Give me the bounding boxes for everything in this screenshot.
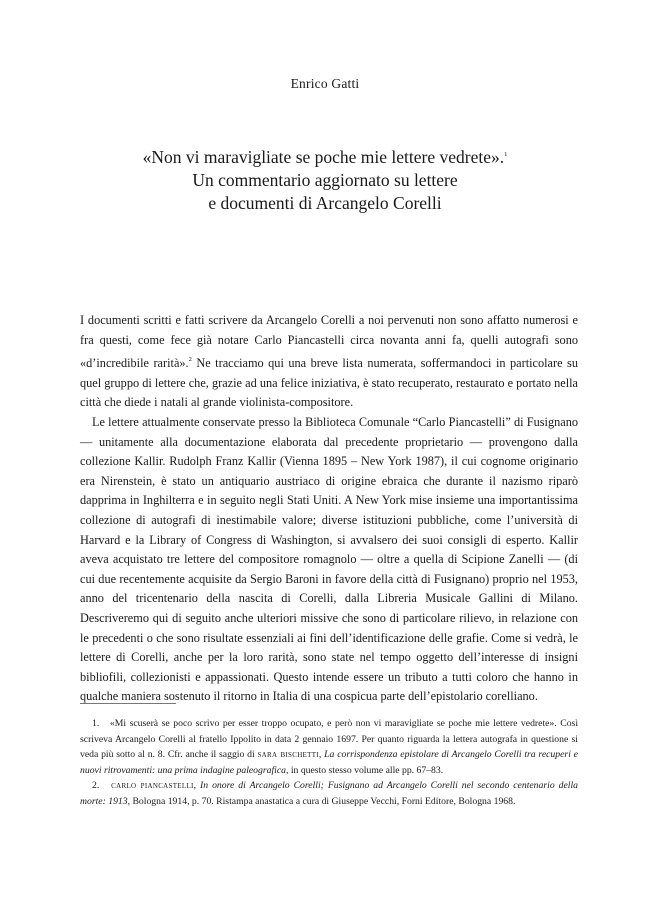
article-title [70, 143, 580, 215]
footnote-1 [80, 716, 578, 778]
paragraph-2: Le lettere attualmente conservate presso la Biblioteca Comunale “Carlo Piancastelli” di Fusignano — unitamente alla documentazione elaborata dal precedente proprietario — provengono dalla collezione Kallir. Rudolph Franz Kallir (Vienna 1895 – New York 1987), il cui cognome originario era Nirenstein, è stato un antiquario austriaco di origine ebraica che durante il nazismo riparò dapprima in Inghilterra e in seguito negli Stati Uniti. A New York mise insieme una importantissima collezione di autografi di inestimabile valore; diverse istituzioni pubbliche, come l’università di Harvard e la Library of Congress di Washington, si avvalsero dei suoi consigli di esperto. Kallir aveva acquistato tre lettere del compositore romagnolo — oltre a quella di Scipione Zanelli — (di cui due recentemente acquisite da Sergio Baroni in favore della città di Fusignano) proprio nel 1953, anno del tricentenario della nascita di Corelli, dalla Libreria Musicale Gallini di Milano. Descriveremo qui di seguito anche ulteriori missive che sono di particolare rilievo, in relazione con le precedenti o che sono risultate essenziali ai fini dell’identificazione delle grafie. Come si vedrà, le lettere di Corelli, anche per la loro rarità, sono state nel tempo oggetto dell’interesse di insigni bibliofili, collezionisti e appassionati. Questo intende essere un tributo a tutti coloro che hanno in qualche maniera sostenuto il ritorno in Italia di una cospicua parte dell’epistolario corelliano. [80, 414, 578, 704]
paragraph-1-text-a: I documenti scritti e fatti scrivere da Arcangelo Corelli a noi pervenuti non sono affatto numerosi e fra questi, come fece già notare Carlo Piancastelli circa novanta anni fa, quelli autografi sono «d’incredibile rarità». [80, 313, 578, 371]
footnote-2-text-a: , [193, 780, 201, 792]
paragraph-1 [80, 311, 578, 413]
body-text [80, 311, 578, 707]
title-line-1 [70, 143, 580, 169]
title-line-3: e documenti di Arcangelo Corelli [208, 193, 442, 213]
footnote-1-text-a: «Mi scuserà se poco scrivo per esser troppo ocupato, e però non vi maravigliate se poche mie lettere vedrete». Così scriveva Arcangelo Corelli al fratello Ippolito in data 2 gennaio 1697. Per quanto riguarda la lettera autografa in questione si veda più sotto al n. 8. Cfr. anche il saggio di [80, 718, 579, 761]
title-line-2: Un commentario aggiornato su lettere [192, 170, 458, 190]
footnote-1-text-c: , in questo stesso volume alle pp. 67–83. [286, 764, 444, 776]
footnote-2-author: carlo piancastelli [111, 780, 194, 792]
paragraph-1-text-b: Ne tracciamo qui una breve lista numerata, soffermandoci in particolare su quel gruppo di lettere che, grazie ad una felice iniziativa, è stato recuperato, restaurato e portato nella città che diede i natali al grande violinista-compositore. [80, 356, 578, 410]
title-line-1-text: «Non vi maravigliate se poche mie lettere vedrete». [142, 147, 505, 167]
footnotes [80, 716, 578, 810]
footnote-2-title: In onore di Arcangelo Corelli; Fusignano ad Arcangelo Corelli nel secondo centenario della morte: 1913 [80, 780, 579, 807]
footnote-1-title: La corrispondenza epistolare di Arcangelo Corelli tra recuperi e nuovi ritrovamenti: una prima indagine paleografica [80, 749, 578, 776]
footnote-divider [80, 703, 176, 704]
footnote-1-number: 1. [92, 718, 100, 729]
footnote-2-number: 2. [92, 780, 100, 792]
footnote-2 [80, 778, 578, 809]
title-footnote-ref[interactable]: 1 [504, 151, 508, 158]
footnote-1-author: sara bischetti [257, 749, 319, 761]
footnote-ref-2[interactable]: 2 [188, 356, 192, 364]
author-name: Enrico Gatti [290, 76, 360, 91]
footnote-2-text-b: , Bologna 1914, p. 70. Ristampa anastatica a cura di Giuseppe Vecchi, Forni Editore, Bologna 1968. [127, 795, 516, 807]
footnote-1-text-b: , [318, 749, 325, 761]
